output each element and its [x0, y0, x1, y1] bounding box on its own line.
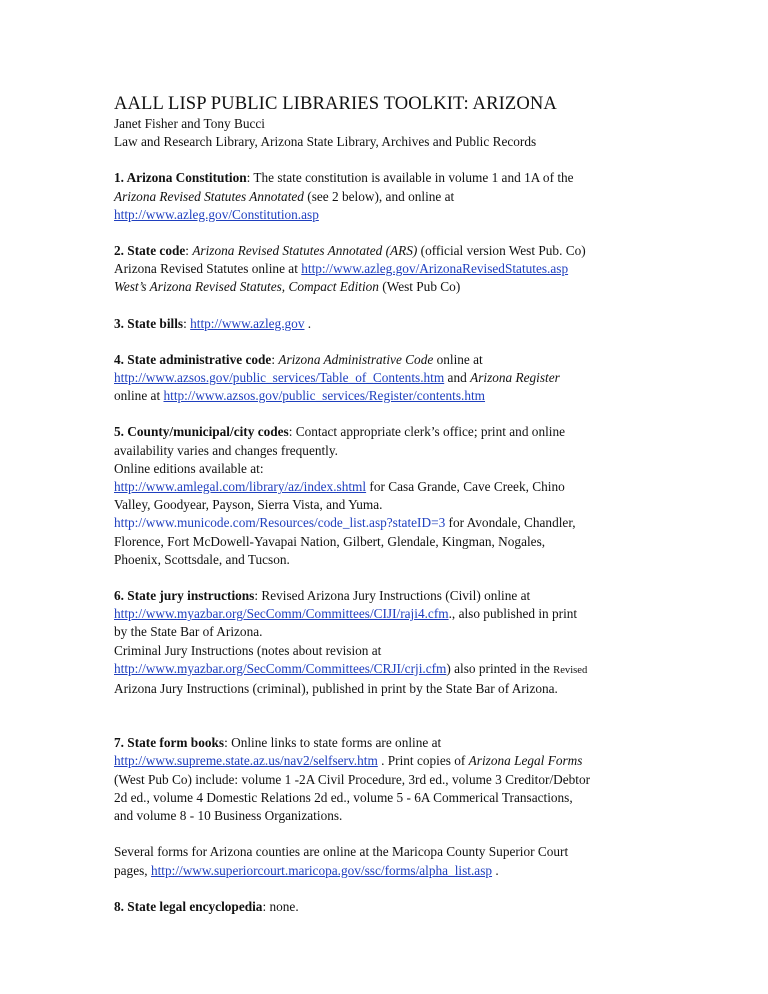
section-heading: 4. State administrative code [114, 351, 272, 367]
section-admin-code: 4. State administrative code: Arizona Administrative Code online at http://www.azsos.gov/public_services/Table_of_Contents.htm and Arizona Register online at http://www.azsos.gov/public_services/Register/contents.htm [114, 351, 560, 404]
constitution-link[interactable]: http://www.azleg.gov/Constitution.asp [114, 206, 319, 222]
register-link[interactable]: http://www.azsos.gov/public_services/Register/contents.htm [163, 388, 486, 404]
section-state-bills: 3. State bills: http://www.azleg.gov . [114, 315, 312, 331]
criminal-jury-link[interactable]: http://www.myazbar.org/SecComm/Committees/CRJI/crji.cfm [114, 660, 447, 676]
section-jury-instructions: 6. State jury instructions: Revised Arizona Jury Instructions (Civil) online at http://www.myazbar.org/SecComm/Committees/CIJI/raji4.cfm., also published in print by the State Bar of Arizona. Criminal Jury Instructions (notes about revision at http://www.myazbar.org/SecComm/Committees/CRJI/crji.cfm) also printed in the Revised Arizona Jury Instructions (criminal), published in print by the State Bar of Arizona. [114, 588, 588, 697]
document-body [114, 93, 674, 916]
maricopa-forms-link[interactable]: http://www.superiorcourt.maricopa.gov/ssc/forms/alpha_list.asp [150, 862, 493, 878]
document-title: AALL LISP PUBLIC LIBRARIES TOOLKIT: ARIZONA [114, 93, 557, 114]
authors: Janet Fisher and Tony Bucci [114, 116, 265, 131]
section-constitution: 1. Arizona Constitution: The state constitution is available in volume 1 and 1A of the Arizona Revised Statutes Annotated (see 2 below), and online at http://www.azleg.gov/Constitution.asp [114, 170, 574, 222]
section-county-codes: 5. County/municipal/city codes: Contact appropriate clerk’s office; print and online availability varies and changes frequently. Online editions available at: http://www.amlegal.com/library/az/index.shtml for Casa Grande, Cave Creek, Chino Valley, Goodyear, Payson, Sierra Vista, and Yuma. http://www.municode.com/Resources/code_list.asp?stateID=3 for Avondale, Chandler, Florence, Fort McDowell-Yavapai Nation, Gilbert, Glendale, Kingman, Nogales, Phoenix, Scottsdale, and Tucson. [114, 424, 576, 567]
section-heading: 1. Arizona Constitution [114, 170, 247, 186]
amlegal-link[interactable]: http://www.amlegal.com/library/az/index.shtml [114, 479, 367, 495]
section-encyclopedia: 8. State legal encyclopedia: none. [114, 898, 299, 914]
section-heading: 6. State jury instructions [114, 588, 255, 604]
statutes-link[interactable]: http://www.azleg.gov/ArizonaRevisedStatutes.asp [301, 261, 569, 277]
section-heading: 2. State code [114, 243, 186, 259]
section-heading: 3. State bills [114, 315, 184, 331]
selfserv-link[interactable]: http://www.supreme.state.az.us/nav2/selfserv.htm [114, 753, 378, 769]
municode-link[interactable]: http://www.municode.com/Resources/code_list.asp?stateID=3 [114, 515, 446, 531]
affiliation: Law and Research Library, Arizona State Library, Archives and Public Records [114, 134, 537, 150]
admin-code-link[interactable]: http://www.azsos.gov/public_services/Table_of_Contents.htm [114, 370, 445, 386]
section-state-code: 2. State code: Arizona Revised Statutes Annotated (ARS) (official version West Pub. Co) Arizona Revised Statutes online at http://www.azleg.gov/ArizonaRevisedStatutes.asp West’s Arizona Revised Statutes, Compact Edition (West Pub Co) [114, 243, 586, 295]
civil-jury-link[interactable]: http://www.myazbar.org/SecComm/Committees/CIJI/raji4.cfm [114, 606, 449, 622]
azleg-link[interactable]: http://www.azleg.gov [190, 315, 305, 331]
section-heading: 7. State form books [114, 735, 225, 751]
section-heading: 5. County/municipal/city codes [114, 424, 289, 440]
section-form-books: 7. State form books: Online links to state forms are online at http://www.supreme.state.az.us/nav2/selfserv.htm . Print copies of Arizona Legal Forms (West Pub Co) include: volume 1 -2A Civil Procedure, 3rd ed., volume 3 Creditor/Debtor 2d ed., volume 4 Domestic Relations 2d ed., volume 5 - 6A Commerical Transactions, and volume 8 - 10 Business Organizations. Several forms for Arizona counties are online at the Maricopa County Superior Court pages, http://www.superiorcourt.maricopa.gov/ssc/forms/alpha_list.asp . [114, 735, 591, 878]
section-heading: 8. State legal encyclopedia [114, 898, 263, 914]
